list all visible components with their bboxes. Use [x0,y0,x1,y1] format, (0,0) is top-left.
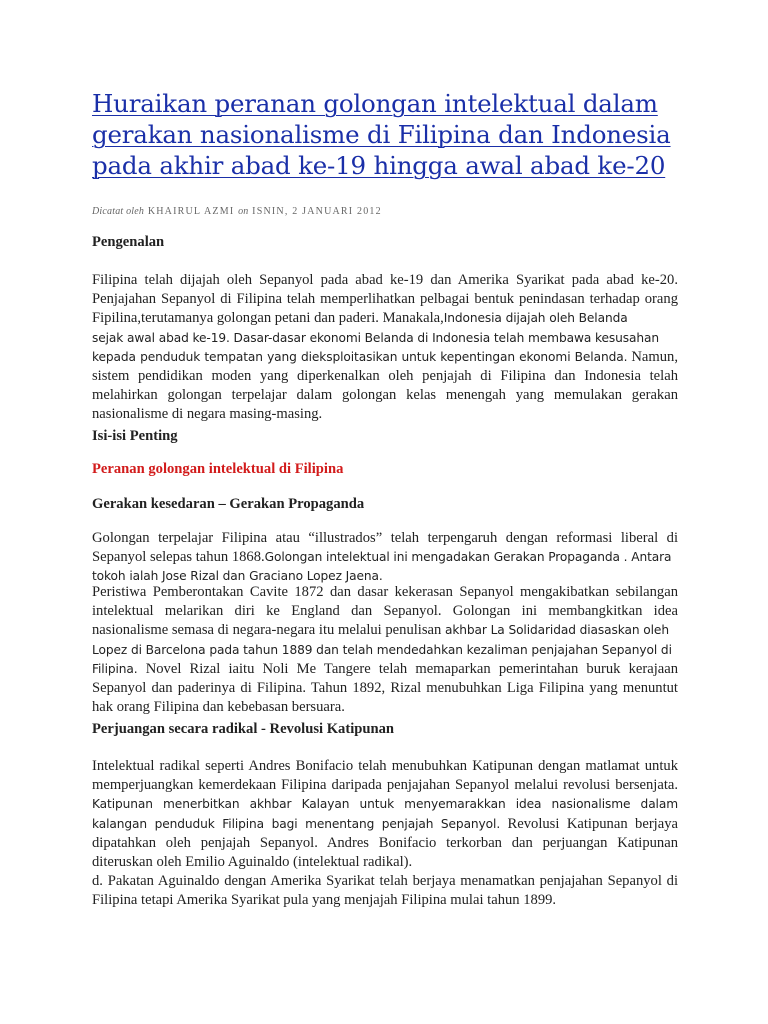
heading-gerakan-propaganda: Gerakan kesedaran – Gerakan Propaganda [92,496,365,512]
paragraph-pengenalan [92,271,678,425]
paragraph-radikal [92,757,678,911]
article-title [92,88,712,181]
post-meta [92,206,382,217]
heading-revolusi-katipunan: Perjuangan secara radikal - Revolusi Katipunan [92,721,395,737]
cavite-text-2c: Filipina. [92,661,138,676]
meta-date: ISNIN, 2 JANUARI 2012 [252,206,382,217]
intro-text-2b: sejak awal abad ke-19. Dasar-dasar ekonomi Belanda di Indonesia telah membawa kesusahan [92,330,659,345]
pakatan-text: d. Pakatan Aguinaldo dengan Amerika Syarikat telah berjaya menamatkan penjajahan Sepanyol di Filipina tetapi Amerika Syarikat pula yang menjajah Filipina mulai tahun 1899. [92,873,678,909]
cavite-text-1: Peristiwa Pemberontakan Cavite 1872 dan dasar kekerasan Sepanyol mengakibatkan sebilangan intelektual melarikan diri ke England dan Sepanyol. Golongan ini membangkitkan idea nasionalisme semasa di negara-negara itu melalui penulisan [92,584,678,639]
intro-text-3: Namun, sistem pendidikan moden yang diperkenalkan oleh penjajah di Filipina dan Indonesia telah melahirkan golongan terpelajar dalam golongan kelas menengah yang memulakan gerakan nasionalisme di negara masing-masing. [92,348,679,423]
heading-peranan-filipina: Peranan golongan intelektual di Filipina [92,461,344,477]
heading-isi-penting: Isi-isi Penting [92,428,178,444]
cavite-text-2a: akhbar La Solidaridad diasaskan oleh [444,623,669,638]
article-title-link[interactable]: Huraikan peranan golongan intelektual dalam gerakan nasionalisme di Filipina dan Indonesia pada akhir abad ke-19 hingga awal abad ke-20 [92,89,671,180]
radikal-text-1: Intelektual radikal seperti Andres Bonifacio telah menubuhkan Katipunan dengan matlamat untuk memperjuangkan kemerdekaan Filipina daripada penjajahan Sepanyol melalui revolusi bersenjata. [92,758,678,794]
meta-prefix: Dicatat oleh [92,206,145,217]
intro-text-2a: Indonesia dijajah oleh Belanda [443,311,628,326]
propaganda-text-1: Golongan terpelajar Filipina atau “illustrados” telah terpengaruh dengan reformasi liberal di Sepanyol selepas tahun 1868. [92,530,678,566]
cavite-text-3: Novel Rizal iaitu Noli Me Tangere telah memaparkan pemerintahan buruk kerajaan Sepanyol dan paderinya di Filipina. Tahun 1892, Rizal menubuhkan Liga Filipina yang menuntut hak orang Filipina dan kebebasan bersuara. [92,660,678,716]
paragraph-cavite [92,583,678,717]
radikal-text-3: Revolusi Katipunan berjaya dipatahkan oleh penjajah Sepanyol. Andres Bonifacio terkorban dan perjuangan Katipunan diteruskan oleh Emilio Aguinaldo (intelektual radikal). [92,815,678,871]
propaganda-text-2b: tokoh ialah Jose Rizal dan Graciano Lopez Jaena. [92,569,383,584]
cavite-text-2b: Lopez di Barcelona pada tahun 1889 dan telah mendedahkan kezaliman penjajahan Sepanyol di [92,642,672,657]
meta-author: KHAIRUL AZMI [147,206,235,217]
radikal-text-2a: Katipunan menerbitkan akhbar Kalayan untuk menyemarakkan idea nasionalisme dalam [92,797,678,812]
propaganda-text-2a: Golongan intelektual ini mengadakan Gerakan Propaganda . Antara [264,550,672,565]
intro-text-1: Filipina telah dijajah oleh Sepanyol pada abad ke-19 dan Amerika Syarikat pada abad ke-20. Penjajahan Sepanyol di Filipina telah memperlihatkan pelbagai bentuk penindasan terhadap orang Fipilina,terutamanya golongan petani dan paderi. Manakala, [92,272,678,327]
intro-text-2c: kepada penduduk tempatan yang dieksploitasikan untuk kepentingan ekonomi Belanda. [92,349,628,364]
radikal-text-2b: kalangan penduduk Filipina bagi menentang penjajah Sepanyol. [92,816,501,831]
paragraph-propaganda [92,529,678,587]
meta-on: on [238,206,249,217]
heading-pengenalan: Pengenalan [92,234,165,250]
